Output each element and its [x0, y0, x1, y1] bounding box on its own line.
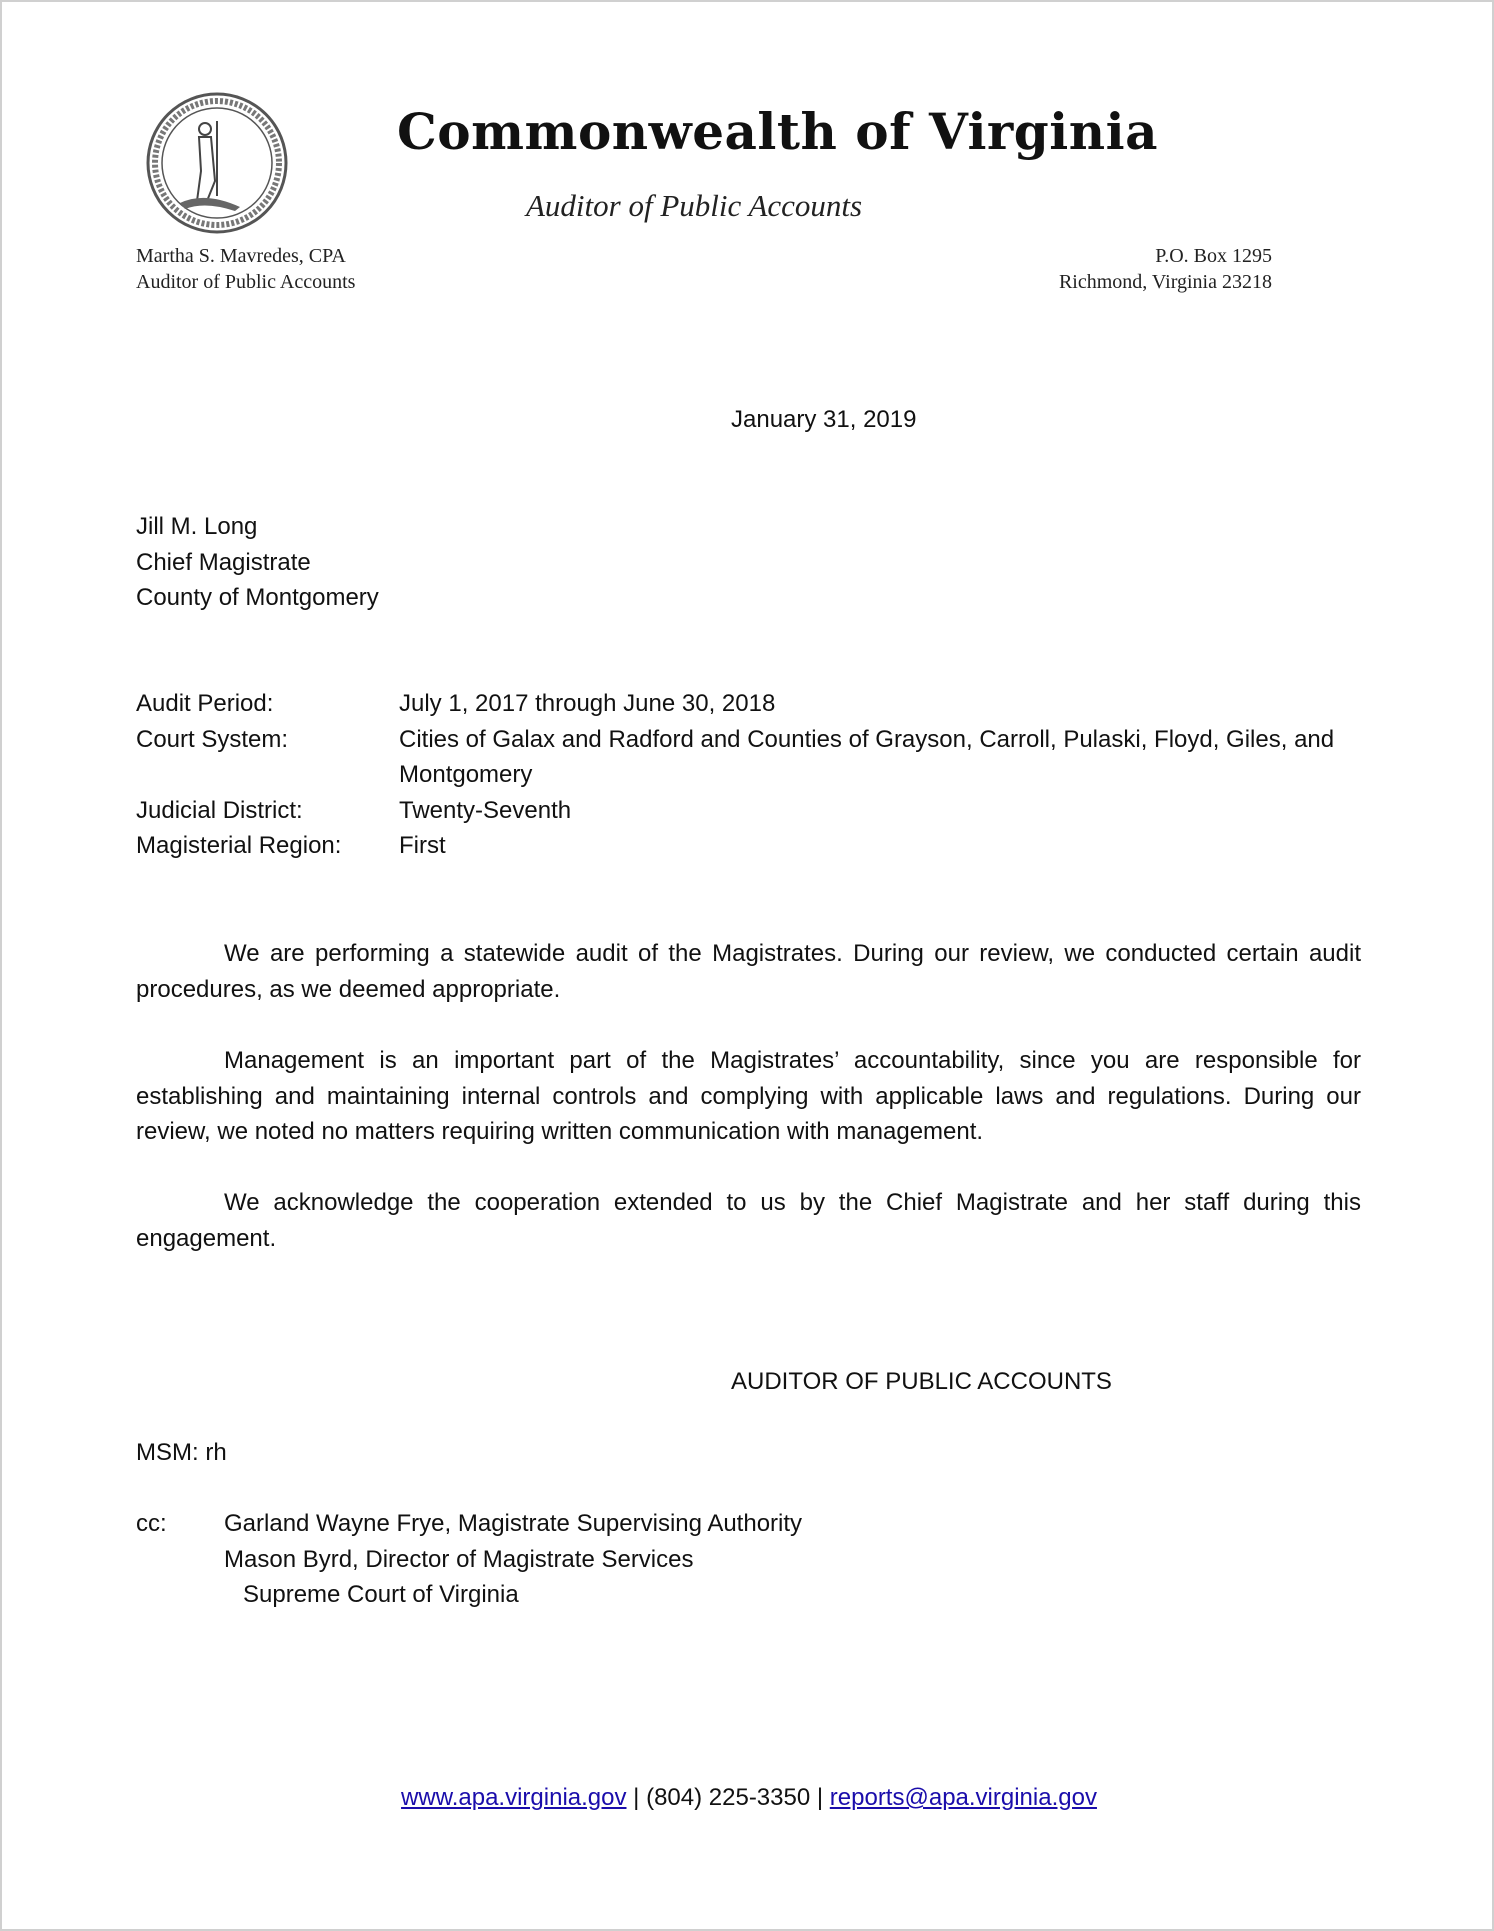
signature-line: AUDITOR OF PUBLIC ACCOUNTS — [731, 1368, 1112, 1395]
detail-row — [136, 722, 1361, 793]
footer-separator: | — [633, 1784, 640, 1811]
detail-row — [136, 686, 1361, 722]
letterhead-title: Commonwealth of Virginia — [397, 102, 1158, 161]
letter-date: January 31, 2019 — [731, 406, 917, 433]
phone-number: (804) 225-3350 — [646, 1784, 811, 1811]
cc-list — [224, 1506, 802, 1613]
detail-label: Magisterial Region: — [136, 832, 342, 860]
address-block — [1059, 243, 1272, 295]
email-link[interactable]: reports@apa.virginia.gov — [829, 1784, 1097, 1811]
detail-label: Judicial District: — [136, 796, 303, 824]
body-paragraph-2: Management is an important part of the Magistrates’ accountability, since you are responsible for establishing and maintaining internal controls and complying with applicable laws and regulations. During our review, we noted no matters requiring written communication with management. — [136, 1047, 1361, 1146]
auditor-block — [136, 243, 355, 295]
recipient-title: Chief Magistrate — [136, 548, 311, 576]
detail-label: Court System: — [136, 725, 289, 753]
auditor-name: Martha S. Mavredes, CPA — [136, 245, 346, 267]
detail-value: Twenty-Seventh — [399, 796, 572, 824]
cc-item: Supreme Court of Virginia — [243, 1581, 519, 1609]
detail-row — [136, 793, 1361, 829]
cc-label: cc: — [136, 1510, 167, 1537]
cc-item: Mason Byrd, Director of Magistrate Services — [224, 1545, 694, 1573]
recipient-block — [136, 509, 379, 616]
detail-row — [136, 828, 1361, 864]
body-paragraph-3: We acknowledge the cooperation extended to us by the Chief Magistrate and her staff during this engagement. — [136, 1189, 1361, 1252]
auditor-title: Auditor of Public Accounts — [136, 271, 356, 293]
letterhead-subtitle: Auditor of Public Accounts — [526, 188, 863, 223]
footer — [2, 1780, 1494, 1816]
detail-value: Cities of Galax and Radford and Counties of Grayson, Carroll, Pulaski, Floyd, Giles, and Montgomery — [399, 725, 1335, 789]
address-line-2: Richmond, Virginia 23218 — [1058, 271, 1272, 293]
address-line-1: P.O. Box 1295 — [1155, 245, 1272, 267]
detail-value: First — [399, 832, 446, 860]
cc-item: Garland Wayne Frye, Magistrate Supervising Authority — [224, 1510, 803, 1537]
detail-value: July 1, 2017 through June 30, 2018 — [399, 690, 776, 717]
body-paragraph-1: We are performing a statewide audit of the Magistrates. During our review, we conducted certain audit procedures, as we deemed appropriate. — [136, 940, 1361, 1003]
virginia-seal-logo — [145, 91, 289, 235]
recipient-name: Jill M. Long — [136, 513, 258, 540]
recipient-org: County of Montgomery — [136, 584, 379, 612]
website-link[interactable]: www.apa.virginia.gov — [401, 1784, 627, 1811]
footer-separator: | — [816, 1784, 824, 1811]
detail-label: Audit Period: — [136, 690, 274, 717]
audit-details — [136, 686, 1361, 864]
initials: MSM: rh — [136, 1439, 227, 1466]
